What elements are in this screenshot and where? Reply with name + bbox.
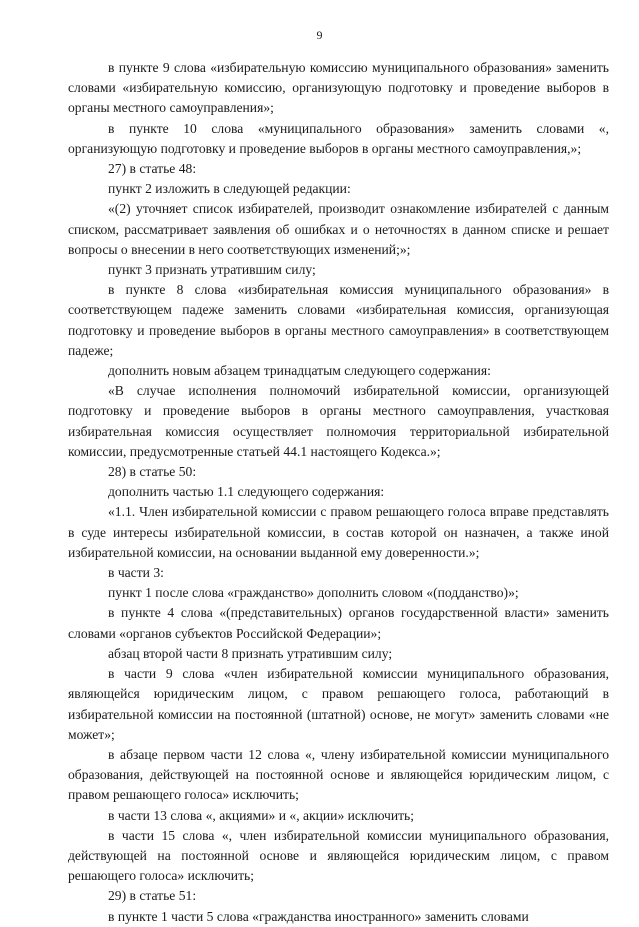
paragraph: пункт 3 признать утратившим силу; — [108, 262, 316, 278]
paragraph: в пункте 4 слова «(представительных) органов государственной власти» заменить словами «органов субъектов Российской Федерации»; — [68, 605, 609, 641]
paragraph: пункт 2 изложить в следующей редакции: — [108, 181, 351, 197]
paragraph: абзац второй части 8 признать утратившим силу; — [108, 645, 393, 661]
document-body — [68, 58, 609, 927]
paragraph: в части 3: — [108, 565, 164, 581]
paragraph: в части 9 слова «член избирательной комиссии муниципального образования, являющейся юридическим лицом, с правом решающего голоса, работающий в избирательной комиссии на постоянной (штатной) основе, не могут» заменить словами «не может»; — [68, 666, 609, 742]
paragraph: «(2) уточняет список избирателей, производит ознакомление избирателей с данным списком, рассматривает заявления об ошибках и о неточностях в данном списке и решает вопросы о внесении в него соответствующих изменений;»; — [68, 201, 609, 257]
paragraph: «1.1. Член избирательной комиссии с правом решающего голоса вправе представлять в суде интересы избирательной комиссии, в состав которой он назначен, а также иной избирательной комиссии, на основании выданной ему доверенности.»; — [68, 504, 609, 560]
paragraph: в пункте 10 слова «муниципального образования» заменить словами «, организующую подготовку и проведение выборов в органы местного самоуправления,»; — [68, 120, 609, 156]
paragraph: в пункте 1 части 5 слова «гражданства иностранного» заменить словами — [108, 908, 529, 924]
paragraph: «В случае исполнения полномочий избирательной комиссии, организующей подготовку и проведение выборов в органы местного самоуправления, участковая избирательная комиссия осуществляет полномочия территориальной избирательной комиссии, предусмотренные статьей 44.1 настоящего Кодекса.»; — [68, 383, 609, 459]
paragraph: в пункте 8 слова «избирательная комиссия муниципального образования» в соответствующем падеже заменить словами «избирательная комиссия, организующая подготовку и проведение выборов в органы местного самоуправления» в соответствующем падеже; — [68, 282, 609, 358]
paragraph: в части 13 слова «, акциями» и «, акции» исключить; — [108, 807, 415, 823]
paragraph: 29) в статье 51: — [108, 888, 197, 904]
paragraph: в пункте 9 слова «избирательную комиссию муниципального образования» заменить словами «избирательную комиссию, организующую подготовку и проведение выборов в органы местного самоуправления»; — [68, 60, 609, 116]
paragraph: дополнить частью 1.1 следующего содержания: — [108, 484, 385, 500]
paragraph: 27) в статье 48: — [108, 161, 197, 177]
page-number: 9 — [316, 28, 323, 42]
paragraph: в части 15 слова «, член избирательной комиссии муниципального образования, действующей на постоянной основе и являющейся юридическим лицом, с правом решающего голоса» исключить; — [68, 827, 609, 884]
paragraph: в абзаце первом части 12 слова «, члену избирательной комиссии муниципального образования, действующей на постоянной основе и являющейся юридическим лицом, с правом решающего голоса» исключить; — [68, 746, 609, 803]
paragraph: пункт 1 после слова «гражданство» дополнить словом «(подданство)»; — [108, 585, 519, 601]
paragraph: 28) в статье 50: — [108, 464, 197, 480]
paragraph: дополнить новым абзацем тринадцатым следующего содержания: — [108, 363, 491, 379]
